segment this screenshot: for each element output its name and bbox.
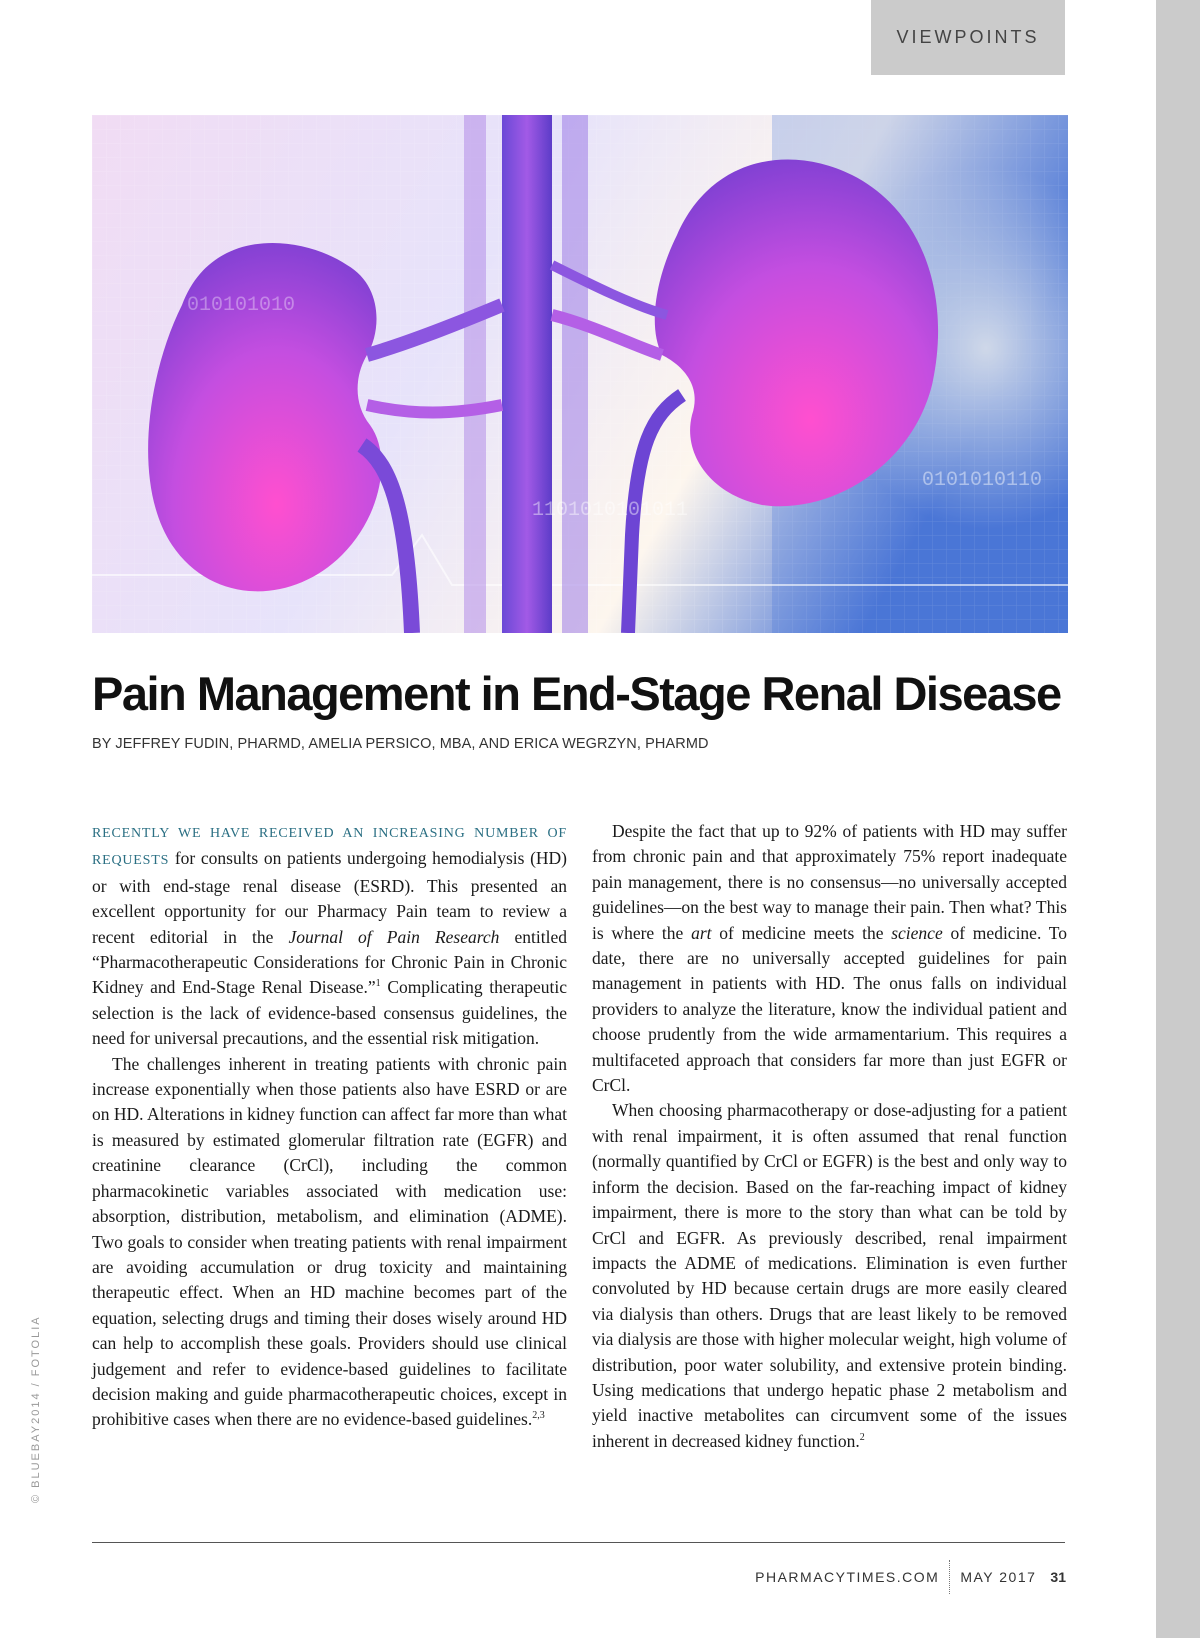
reference-mark: 2,3 — [532, 1410, 545, 1422]
text-span: entitled “Pharmacotherapeutic Considerations for Chronic Pain in Chronic Kidney and End-Stage Renal Disease.” — [92, 926, 568, 998]
footer-site: PHARMACYTIMES.COM — [755, 1569, 940, 1585]
text-span: for consults on patients undergoing hemodialysis (HD) or with end-stage renal disease (ESRD). This presented an excellent opportunity for our Pharmacy Pain team to review a recent editorial in the — [92, 848, 567, 947]
journal-name: Journal of Pain Research — [288, 926, 500, 947]
footer-issue: MAY 2017 — [960, 1569, 1037, 1585]
reference-mark: 1 — [375, 978, 381, 990]
article-title: Pain Management in End-Stage Renal Disease — [92, 667, 1061, 720]
emphasis-art: art — [691, 922, 712, 943]
image-credit: © BLUEBAY2014 / FOTOLIA — [30, 1315, 42, 1503]
reference-mark: 2 — [859, 1431, 865, 1443]
right-column — [592, 819, 1067, 1454]
watermark-digits-3: 0101010110 — [922, 469, 1043, 492]
section-label: VIEWPOINTS — [871, 0, 1065, 75]
article-byline: BY JEFFREY FUDIN, PHARMD, AMELIA PERSICO, MBA, AND ERICA WEGRZYN, PHARMD — [92, 736, 709, 752]
text-span: The challenges inherent in treating patients with chronic pain increase exponentially when those patients also have ESRD or are on HD. Alterations in kidney function can affect far more than what is measured by estimated glomerular filtration rate (EGFR) and creatinine clearance (CrCl), including the common pharmacokinetic variables associated with medication use: absorption, distribution, metabolism, and elimination (ADME). Two goals to consider when treating patients with renal impairment are avoiding accumulation or drug toxicity and maintaining therapeutic effect. When an HD machine becomes part of the equation, selecting drugs and timing their doses wisely around HD can help to accomplish these goals. Providers should use clinical judgement and refer to evidence-based guidelines to facilitate decision making and guide pharmacotherapeutic choices, except in prohibitive cases when there are no evidence-based guidelines. — [92, 1053, 567, 1430]
text-span: When choosing pharmacotherapy or dose-adjusting for a patient with renal impairment, it is often assumed that renal function (normally quantified by CrCl or EGFR) is the best and only way to inform the decision. Based on the far-reaching impact of kidney impairment, there is more to the story than what can be told by CrCl and EGFR. As previously described, renal impairment impacts the ADME of medications. Elimination is even further convoluted by HD because certain drugs are more easily cleared via dialysis than others. Drugs that are least likely to be removed via dialysis are those with higher molecular weight, high volume of distribution, poor water solubility, and extensive protein binding. Using medications that undergo hepatic phase 2 metabolism and yield inactive metabolites can circumvent some of the issues inherent in decreased kidney function. — [592, 1100, 1067, 1451]
left-paragraph-2 — [92, 1052, 567, 1433]
page-footer — [700, 1560, 1066, 1594]
emphasis-science: science — [891, 922, 943, 943]
kidneys-illustration — [92, 115, 1068, 633]
watermark-digits-2: 1101010101011 — [532, 499, 689, 522]
hero-image — [92, 115, 1068, 633]
lead-in: RECENTLY WE HAVE RECEIVED AN INCREASING NUMBER OF REQUESTS — [92, 826, 567, 869]
watermark-digits-1: 010101010 — [187, 294, 296, 317]
left-column — [92, 819, 567, 1433]
left-paragraph-1 — [92, 819, 567, 1052]
right-paragraph-2 — [592, 1098, 1067, 1454]
text-span: of medicine. To date, there are no universally accepted guidelines for pain management in patients with HD. The onus falls on individual providers to analyze the literature, know the individual patient and choose prudently from the wide armamentarium. This requires a multifaceted approach that considers far more than just EGFR or CrCl. — [592, 922, 1067, 1096]
page-edge-bar — [1156, 0, 1200, 1638]
page-number: 31 — [1050, 1569, 1066, 1585]
footer-divider — [92, 1542, 1065, 1543]
footer-separator — [949, 1560, 950, 1594]
text-span: Despite the fact that up to 92% of patients with HD may suffer from chronic pain and that approximately 75% report inadequate pain management, there is no consensus—no universally accepted guidelines—on the best way to manage their pain. Then what? This is where the — [592, 821, 1067, 943]
text-span: of medicine meets the — [711, 922, 892, 943]
text-span: Complicating therapeutic selection is the lack of evidence-based consensus guidelines, the need for universal precautions, and the essential risk mitigation. — [92, 977, 567, 1049]
right-paragraph-1 — [592, 819, 1067, 1098]
